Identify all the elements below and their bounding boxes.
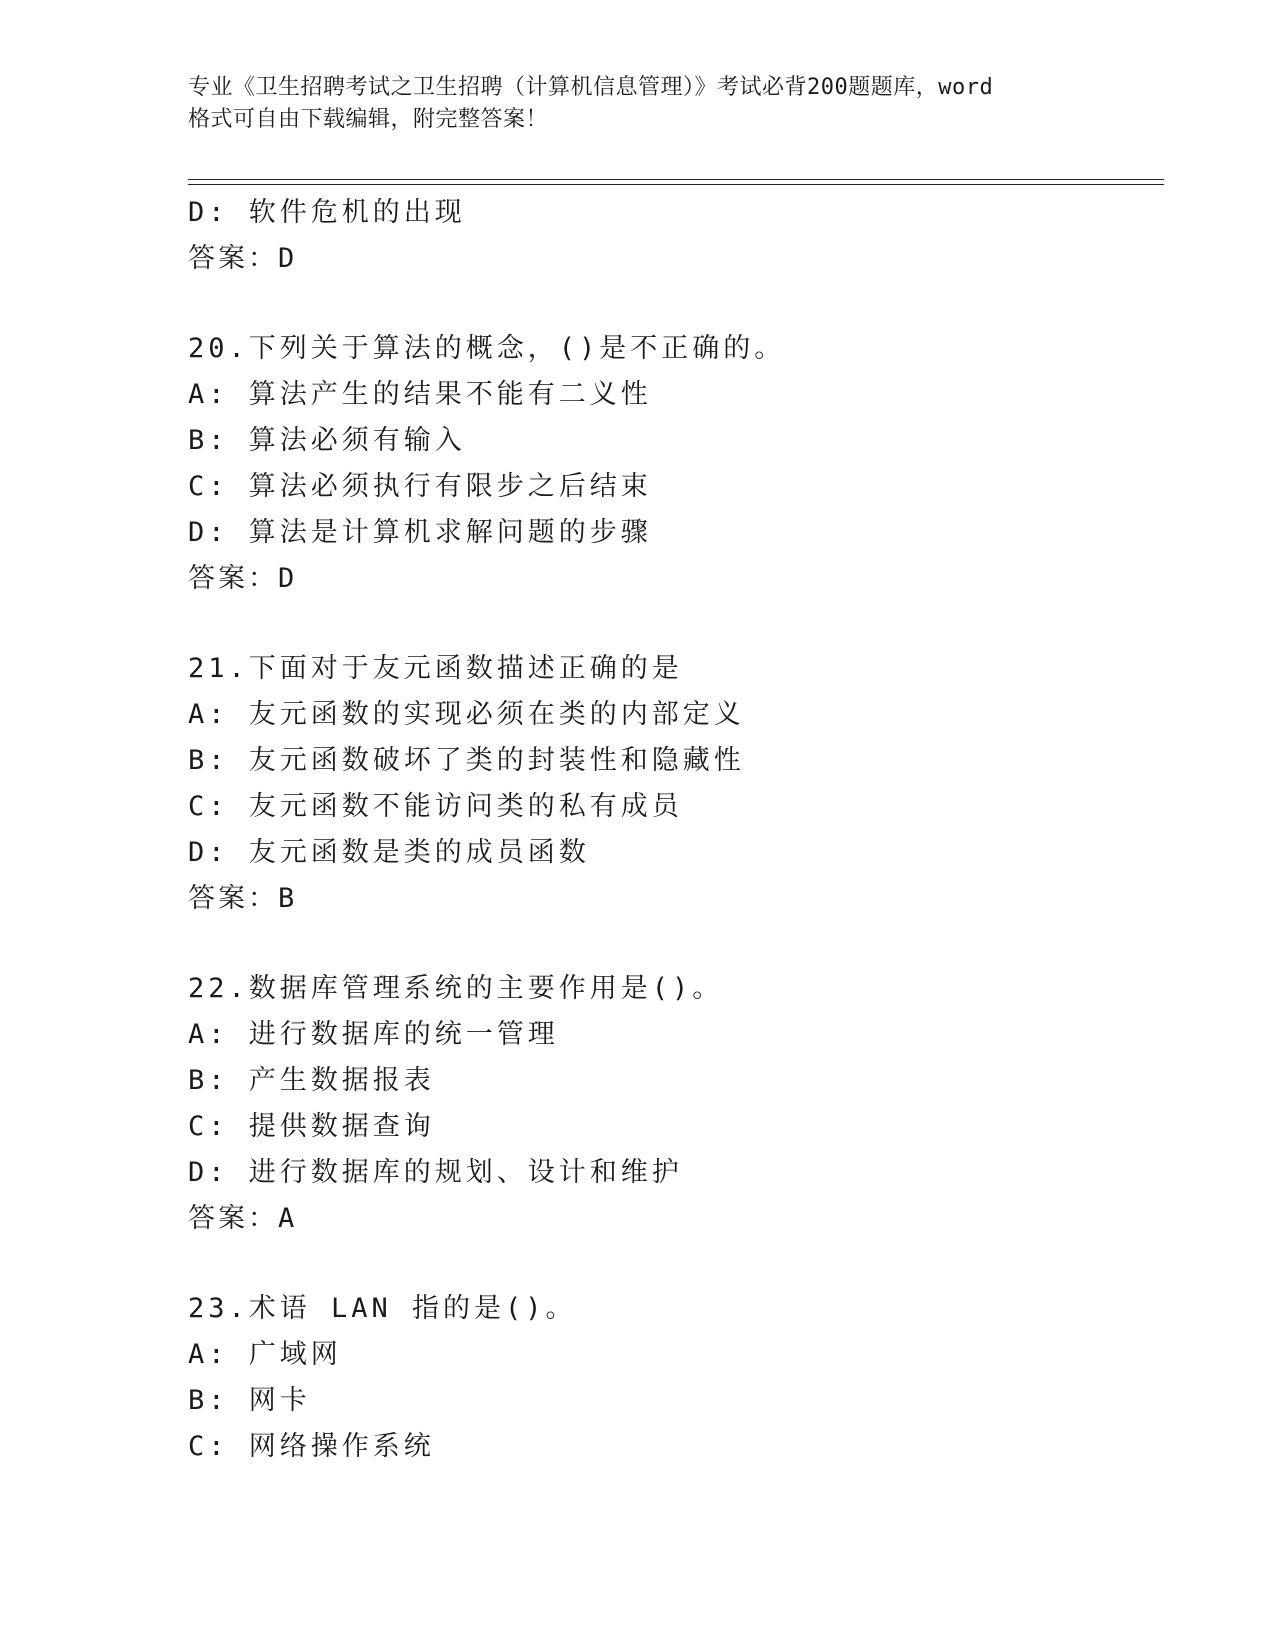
question-block-23 bbox=[188, 1286, 1148, 1470]
header-rule-top bbox=[188, 179, 1164, 180]
answer-line bbox=[188, 876, 1148, 922]
question-block-22 bbox=[188, 966, 1148, 1242]
header-line-2: 格式可自由下载编辑，附完整答案！ bbox=[188, 107, 549, 132]
question-stem: 22.数据库管理系统的主要作用是()。 bbox=[188, 973, 724, 1004]
option-b: B: 算法必须有输入 bbox=[188, 425, 466, 456]
spacer bbox=[188, 602, 1148, 646]
answer-value: A bbox=[278, 1203, 296, 1234]
question-stem: 21.下面对于友元函数描述正确的是 bbox=[188, 653, 683, 684]
option-a: A: 算法产生的结果不能有二义性 bbox=[188, 379, 652, 410]
option-d: D: 算法是计算机求解问题的步骤 bbox=[188, 517, 652, 548]
option-d: D: 软件危机的出现 bbox=[188, 197, 466, 228]
header-rule-bottom bbox=[188, 184, 1164, 185]
answer-value: B bbox=[278, 883, 296, 914]
answer-value: D bbox=[278, 563, 296, 594]
option-a: A: 进行数据库的统一管理 bbox=[188, 1019, 559, 1050]
answer-label: 答案： bbox=[188, 1203, 278, 1234]
answer-value: D bbox=[278, 243, 296, 274]
answer-line bbox=[188, 236, 1148, 282]
question-list bbox=[188, 190, 1148, 1470]
option-c: C: 网络操作系统 bbox=[188, 1431, 435, 1462]
header-line-1: 专业《卫生招聘考试之卫生招聘（计算机信息管理）》考试必背200题题库，word bbox=[188, 75, 994, 100]
option-b: B: 网卡 bbox=[188, 1385, 311, 1416]
option-c: C: 算法必须执行有限步之后结束 bbox=[188, 471, 652, 502]
option-d: D: 友元函数是类的成员函数 bbox=[188, 837, 590, 868]
answer-label: 答案： bbox=[188, 243, 278, 274]
option-a: A: 友元函数的实现必须在类的内部定义 bbox=[188, 699, 745, 730]
option-a: A: 广域网 bbox=[188, 1339, 342, 1370]
answer-line bbox=[188, 1196, 1148, 1242]
spacer bbox=[188, 922, 1148, 966]
answer-label: 答案： bbox=[188, 883, 278, 914]
question-stem: 23.术语 LAN 指的是()。 bbox=[188, 1293, 577, 1324]
option-d: D: 进行数据库的规划、设计和维护 bbox=[188, 1157, 683, 1188]
spacer bbox=[188, 282, 1148, 326]
question-stem: 20.下列关于算法的概念，()是不正确的。 bbox=[188, 333, 786, 364]
option-b: B: 友元函数破坏了类的封装性和隐藏性 bbox=[188, 745, 745, 776]
answer-line bbox=[188, 556, 1148, 602]
document-header bbox=[188, 72, 1118, 136]
answer-label: 答案： bbox=[188, 563, 278, 594]
option-b: B: 产生数据报表 bbox=[188, 1065, 435, 1096]
question-block-21 bbox=[188, 646, 1148, 922]
spacer bbox=[188, 1242, 1148, 1286]
option-c: C: 提供数据查询 bbox=[188, 1111, 435, 1142]
question-block-20 bbox=[188, 326, 1148, 602]
question-block-19 bbox=[188, 190, 1148, 282]
option-c: C: 友元函数不能访问类的私有成员 bbox=[188, 791, 683, 822]
